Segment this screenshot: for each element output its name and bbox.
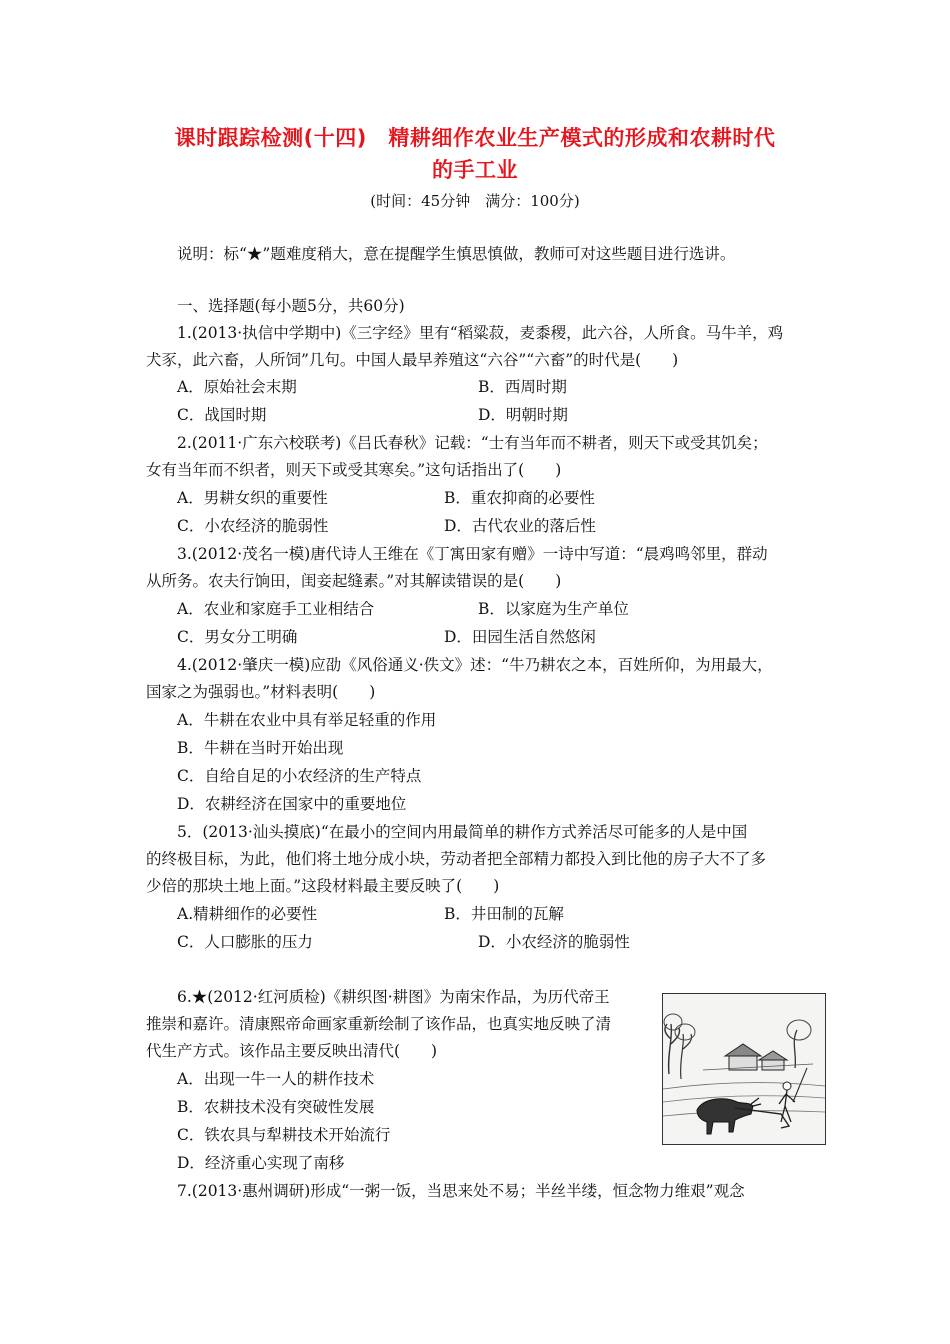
plowing-scene-drawing (663, 994, 825, 1144)
q2-stem-2: 女有当年而不织者，则天下或受其寒矣。”这句话指出了( ) (146, 461, 562, 479)
note: 说明：标“★”题难度稍大，意在提醒学生慎思慎做，教师可对这些题目进行选讲。 (177, 245, 736, 263)
section-heading: 一、选择题(每小题5分，共60分) (177, 297, 405, 315)
q4-option-b: B．牛耕在当时开始出现 (177, 739, 344, 757)
exam-info: (时间：45分钟 满分：100分) (370, 192, 580, 210)
q3-stem-1: 3.(2012·茂名一模)唐代诗人王维在《丁寓田家有赠》一诗中写道：“晨鸡鸣邻里，群动 (177, 545, 768, 563)
q6-option-a: A．出现一牛一人的耕作技术 (177, 1070, 375, 1088)
q3-option-c: C．男女分工明确 (177, 628, 298, 646)
q6-option-c: C．铁农具与犁耕技术开始流行 (177, 1126, 391, 1144)
q1-option-c: C．战国时期 (177, 406, 267, 424)
q3-option-a: A．农业和家庭手工业相结合 (177, 600, 375, 618)
q3-option-d: D．田园生活自然悠闲 (444, 628, 596, 646)
q2-option-b: B．重农抑商的必要性 (444, 489, 595, 507)
q5-stem-3: 少倍的那块土地上面。”这段材料最主要反映了( ) (146, 877, 500, 895)
q4-option-c: C．自给自足的小农经济的生产特点 (177, 767, 422, 785)
page-title-line2: 的手工业 (432, 158, 518, 182)
q5-stem-2: 的终极目标，为此，他们将土地分成小块，劳动者把全部精力都投入到比他的房子大不了多 (146, 850, 767, 868)
q1-stem-2: 犬豕，此六畜，人所饲”几句。中国人最早养殖这“六谷”“六畜”的时代是( ) (146, 351, 679, 369)
q6-option-b: B．农耕技术没有突破性发展 (177, 1098, 375, 1116)
q4-option-d: D．农耕经济在国家中的重要地位 (177, 795, 407, 813)
q4-option-a: A．牛耕在农业中具有举足轻重的作用 (177, 711, 437, 729)
q7-stem-1: 7.(2013·惠州调研)形成“一粥一饭，当思来处不易；半丝半缕，恒念物力维艰”观念 (177, 1182, 745, 1200)
q1-stem-1: 1.(2013·执信中学期中)《三字经》里有“稻粱菽，麦黍稷，此六谷，人所食。马牛羊，鸡 (177, 324, 784, 342)
q5-option-b: B．井田制的瓦解 (444, 905, 564, 923)
q6-stem-1: 6.★(2012·红河质检)《耕织图·耕图》为南宋作品，为历代帝王 (177, 988, 610, 1006)
plowing-illustration (662, 993, 826, 1145)
q6-stem-3: 代生产方式。该作品主要反映出清代( ) (146, 1042, 438, 1060)
q1-option-b: B．西周时期 (478, 378, 567, 396)
q4-stem-1: 4.(2012·肇庆一模)应劭《风俗通义·佚文》述：“牛乃耕农之本，百姓所仰，为用最大， (177, 656, 773, 674)
q5-option-c: C．人口膨胀的压力 (177, 933, 313, 951)
q6-stem-2: 推崇和嘉许。清康熙帝命画家重新绘制了该作品，也真实地反映了清 (146, 1015, 612, 1033)
q6-option-d: D．经济重心实现了南移 (177, 1154, 345, 1172)
q5-option-d: D．小农经济的脆弱性 (478, 933, 630, 951)
q2-option-d: D．古代农业的落后性 (444, 517, 596, 535)
q1-option-a: A．原始社会末期 (177, 378, 297, 396)
q2-option-a: A．男耕女织的重要性 (177, 489, 328, 507)
q2-stem-1: 2.(2011·广东六校联考)《吕氏春秋》记载：“士有当年而不耕者，则天下或受其饥矣； (177, 434, 768, 452)
q5-stem-1: 5．(2013·汕头摸底)“在最小的空间内用最简单的耕作方式养活尽可能多的人是中国 (177, 823, 748, 841)
q3-option-b: B．以家庭为生产单位 (478, 600, 629, 618)
q3-stem-2: 从所务。农夫行饷田，闺妾起缝素。”对其解读错误的是( ) (146, 572, 562, 590)
page-title: 课时跟踪检测(十四) 精耕细作农业生产模式的形成和农耕时代 (174, 126, 776, 150)
q5-option-a: A.精耕细作的必要性 (177, 905, 318, 923)
q1-option-d: D．明朝时期 (478, 406, 568, 424)
q4-stem-2: 国家之为强弱也。”材料表明( ) (146, 683, 376, 701)
q2-option-c: C．小农经济的脆弱性 (177, 517, 329, 535)
